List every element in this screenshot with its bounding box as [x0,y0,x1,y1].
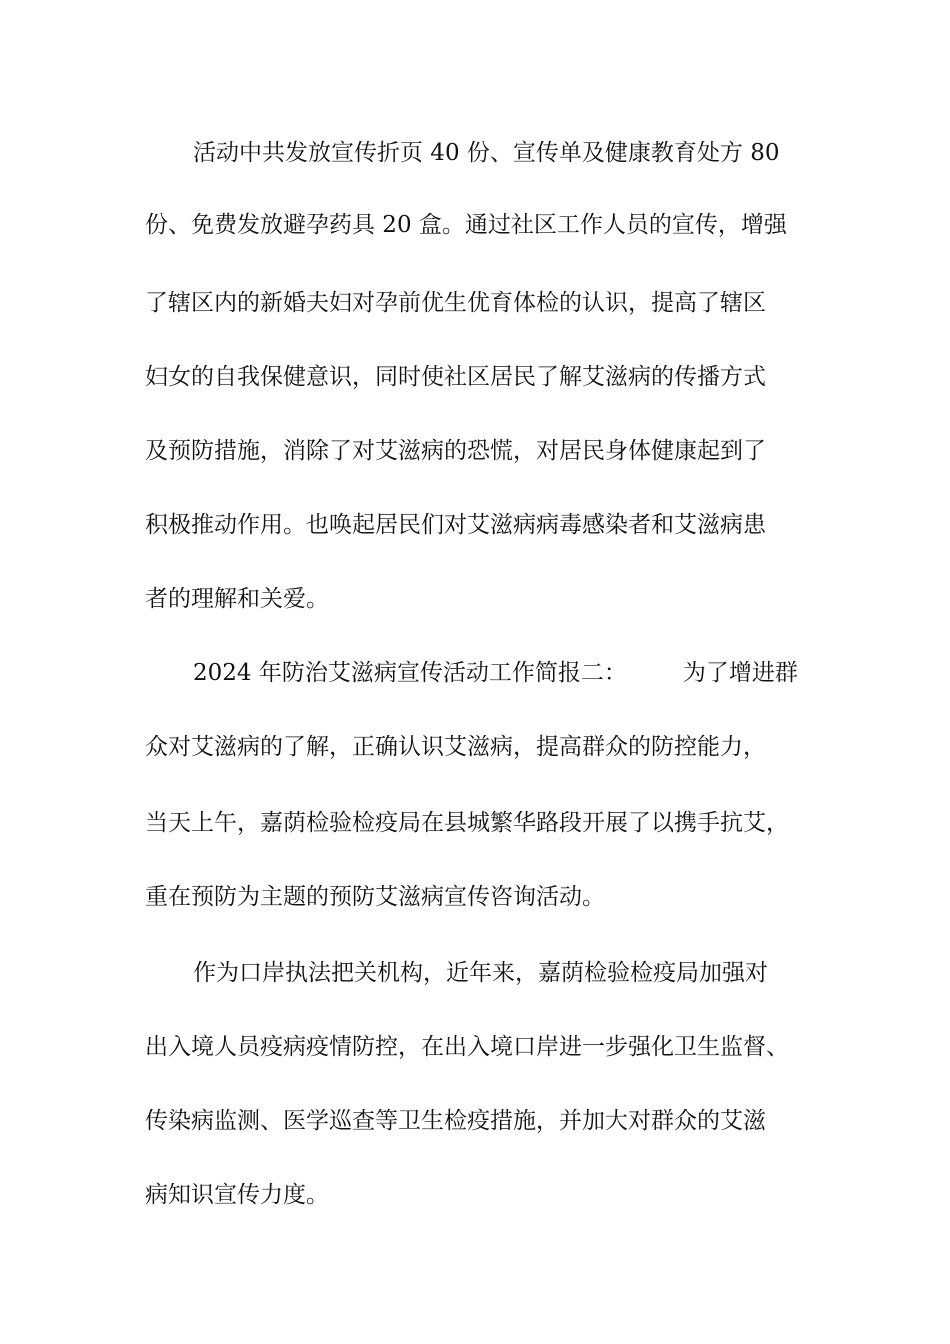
paragraph-2-lead: 为了增进群 [682,660,798,686]
paragraph-3-line-4: 病知识宣传力度。 [145,1182,329,1208]
paragraph-2-line-4: 重在预防为主题的预防艾滋病宣传咨询活动。 [145,884,605,910]
paragraph-2-first-line [193,658,863,688]
paragraph-3-line-1: 作为口岸执法把关机构，近年来，嘉荫检验检疫局加强对 [193,960,768,986]
paragraph-1-line-2: 份、免费发放避孕药具 20 盒。通过社区工作人员的宣传，增强 [145,212,787,238]
paragraph-3-line-3: 传染病监测、医学巡查等卫生检疫措施，并加大对群众的艾滋 [145,1108,766,1134]
paragraph-1-line-5: 及预防措施，消除了对艾滋病的恐慌，对居民身体健康起到了 [145,438,766,464]
paragraph-1-line-3: 了辖区内的新婚夫妇对孕前优生优育体检的认识，提高了辖区 [145,290,766,316]
paragraph-1-line-4: 妇女的自我保健意识，同时使社区居民了解艾滋病的传播方式 [145,364,766,390]
section-heading: 2024 年防治艾滋病宣传活动工作简报二： [193,660,627,686]
paragraph-1-line-7: 者的理解和关爱。 [145,586,329,612]
paragraph-2-line-3: 当天上午，嘉荫检验检疫局在县城繁华路段开展了以携手抗艾， [145,810,789,836]
paragraph-3-line-2: 出入境人员疫病疫情防控，在出入境口岸进一步强化卫生监督、 [145,1034,789,1060]
paragraph-2-line-2: 众对艾滋病的了解，正确认识艾滋病，提高群众的防控能力， [145,734,766,760]
paragraph-1-line-6: 积极推动作用。也唤起居民们对艾滋病病毒感染者和艾滋病患 [145,512,766,538]
paragraph-1-line-1: 活动中共发放宣传折页 40 份、宣传单及健康教育处方 80 [193,140,780,166]
